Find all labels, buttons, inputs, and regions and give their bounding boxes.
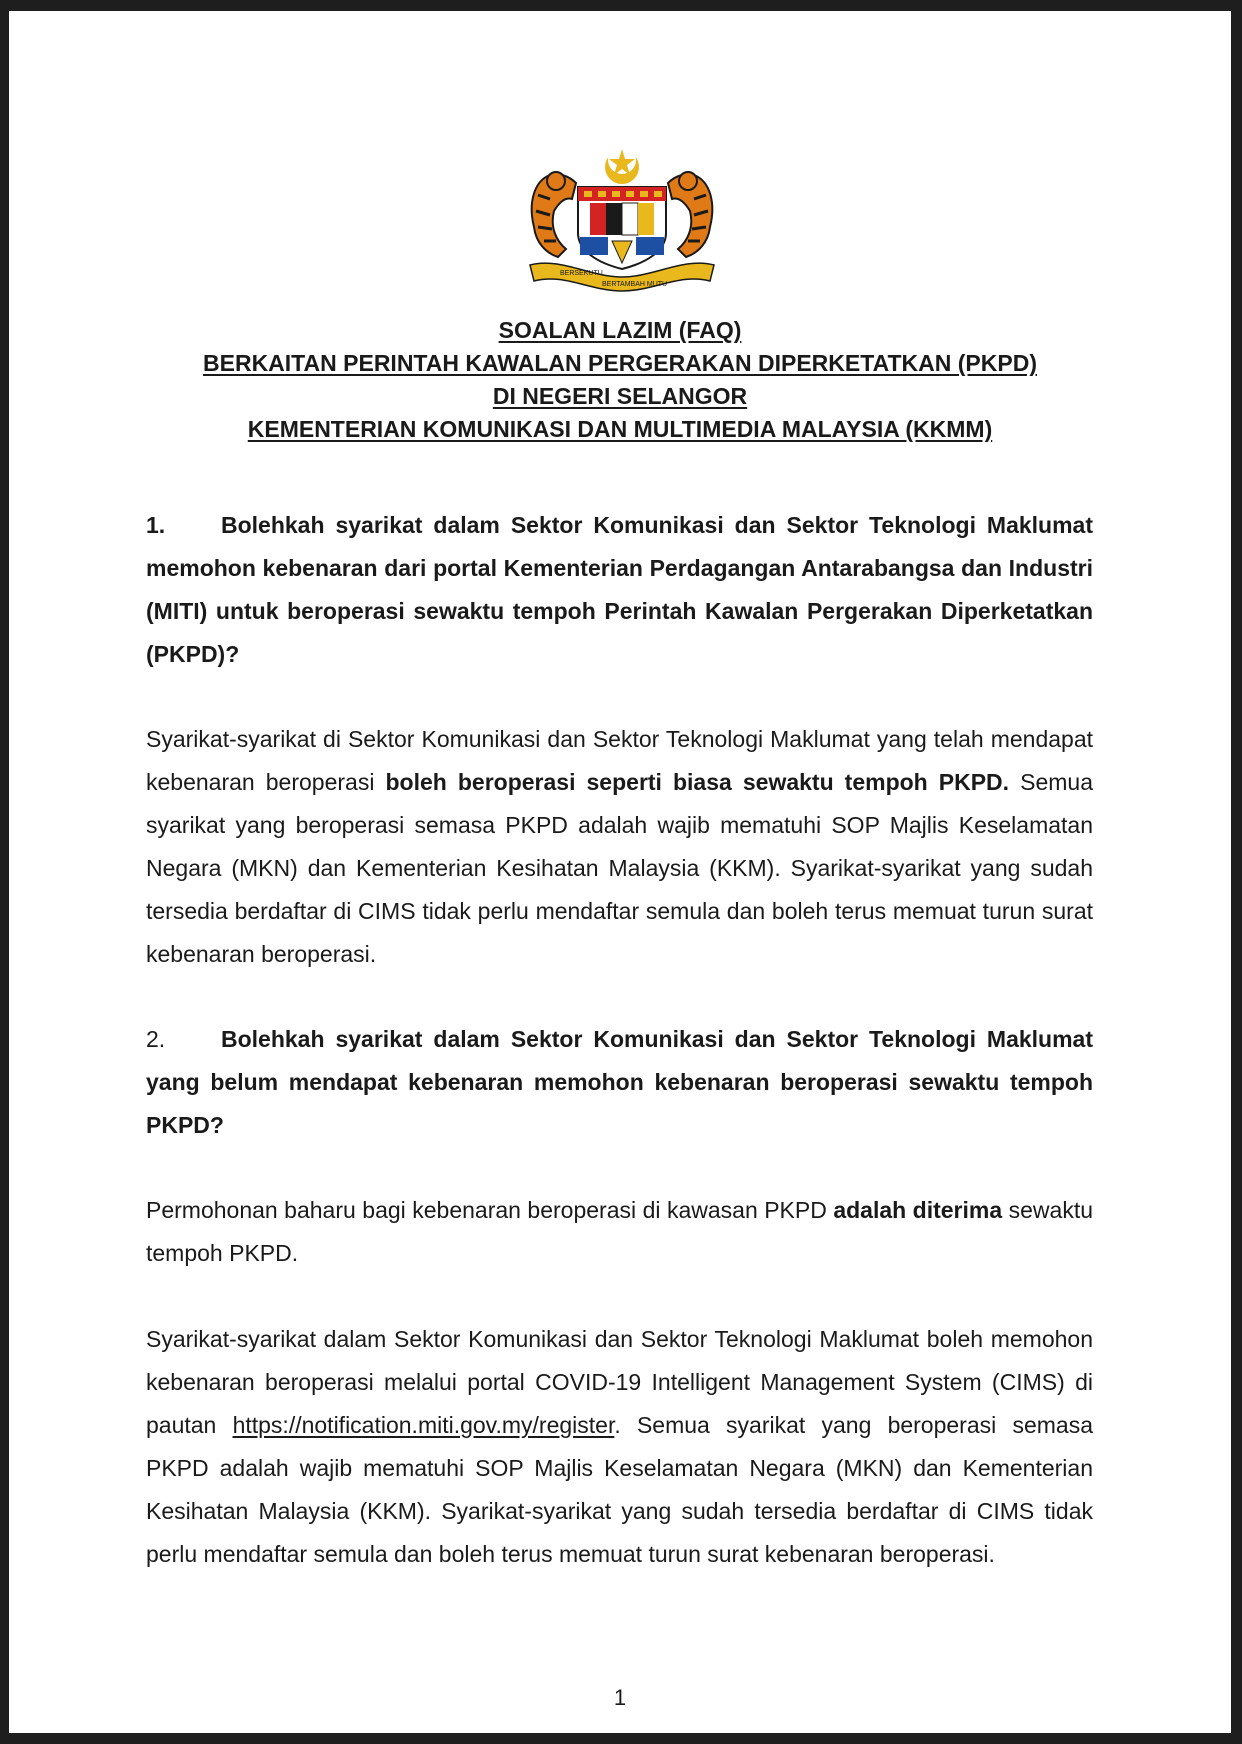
title-line-3: DI NEGERI SELANGOR bbox=[492, 383, 748, 409]
answer-2a-bold: adalah diterima bbox=[833, 1197, 1003, 1223]
question-2-text: Bolehkah syarikat dalam Sektor Komunikasi dan Sektor Teknologi Maklumat yang belum mendapat kebenaran memohon kebenaran beroperasi sewaktu tempoh PKPD? bbox=[146, 1026, 1093, 1138]
answer-1-bold: boleh beroperasi seperti biasa sewaktu tempoh PKPD. bbox=[385, 769, 1010, 795]
question-1 bbox=[146, 504, 1093, 676]
cims-register-link[interactable]: https://notification.miti.gov.my/register bbox=[232, 1412, 615, 1438]
answer-1 bbox=[146, 718, 1093, 976]
document-page bbox=[9, 11, 1231, 1733]
question-2-number: 2. bbox=[146, 1026, 166, 1052]
motto-left-text: BERSEKUTU bbox=[560, 270, 603, 277]
document-title bbox=[9, 314, 1231, 446]
title-line-1: SOALAN LAZIM (FAQ) bbox=[498, 317, 742, 343]
answer-1-part-1: Syarikat-syarikat di Sektor Komunikasi dan Sektor Teknologi Maklumat yang telah mendapat kebenaran beroperasi bbox=[146, 726, 1093, 795]
answer-2b bbox=[146, 1318, 1093, 1576]
answer-1-part-2: Semua syarikat yang beroperasi semasa PKPD adalah wajib mematuhi SOP Majlis Keselamatan Negara (MKN) dan Kementerian Kesihatan Malaysia (KKM). Syarikat-syarikat yang sudah tersedia berdaftar di CIMS tidak perlu mendaftar semula dan boleh terus memuat turun surat kebenaran beroperasi. bbox=[146, 769, 1093, 967]
answer-2b-part-1: Syarikat-syarikat dalam Sektor Komunikasi dan Sektor Teknologi Maklumat boleh memohon kebenaran beroperasi melalui portal COVID-19 Intelligent Management System (CIMS) di pautan bbox=[146, 1326, 1093, 1438]
title-line-2: BERKAITAN PERINTAH KAWALAN PERGERAKAN DIPERKETATKAN (PKPD) bbox=[203, 350, 1037, 376]
answer-2b-part-2: . Semua syarikat yang beroperasi semasa PKPD adalah wajib mematuhi SOP Majlis Keselamatan Negara (MKN) dan Kementerian Kesihatan Malaysia (KKM). Syarikat-syarikat yang sudah tersedia berdaftar di CIMS tidak perlu mendaftar semula dan boleh terus memuat turun surat kebenaran beroperasi. bbox=[146, 1412, 1093, 1567]
motto-right-text: BERTAMBAH MUTU bbox=[602, 281, 668, 288]
coat-of-arms-icon bbox=[520, 145, 724, 295]
question-1-number: 1. bbox=[146, 512, 166, 538]
question-1-text: Bolehkah syarikat dalam Sektor Komunikasi dan Sektor Teknologi Maklumat memohon kebenaran dari portal Kementerian Perdagangan Antarabangsa dan Industri (MITI) untuk beroperasi sewaktu tempoh Perintah Kawalan Pergerakan Diperketatkan (PKPD)? bbox=[146, 512, 1093, 667]
answer-2a-part-1: Permohonan baharu bagi kebenaran beroperasi di kawasan PKPD bbox=[146, 1197, 834, 1223]
page-number: 1 bbox=[613, 1685, 627, 1710]
title-line-4: KEMENTERIAN KOMUNIKASI DAN MULTIMEDIA MALAYSIA (KKMM) bbox=[247, 416, 993, 442]
question-2 bbox=[146, 1018, 1093, 1147]
answer-2a-part-2: sewaktu tempoh PKPD. bbox=[146, 1197, 1094, 1266]
answer-2a bbox=[146, 1189, 1093, 1275]
